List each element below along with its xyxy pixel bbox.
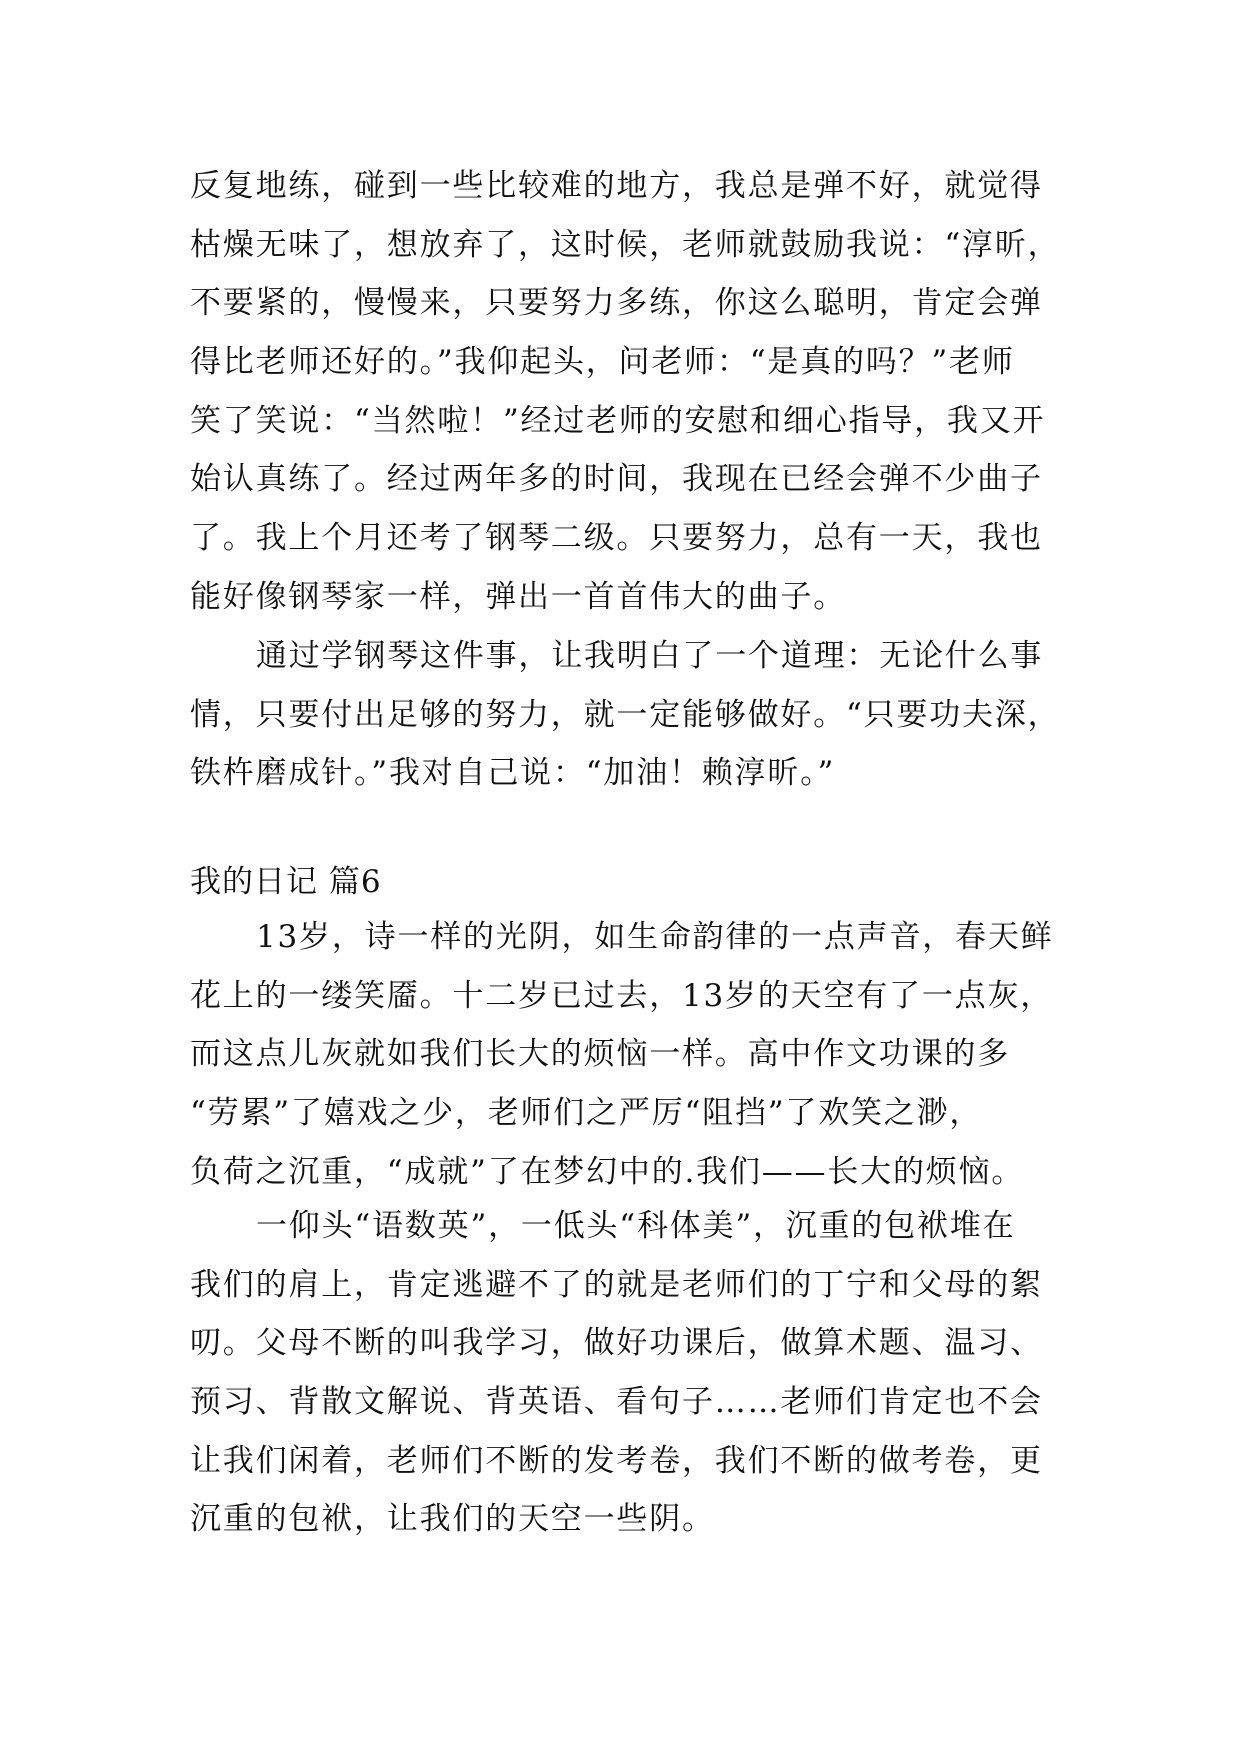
text-line: 反复地练，碰到一些比较难的地方，我总是弹不好，就觉得 [190, 168, 1043, 204]
text-line: 而这点儿灰就如我们长大的烦恼一样。高中作文功课的多 [190, 1036, 1010, 1073]
text-line: 情，只要付出足够的努力，就一定能够做好。“只要功夫深， [190, 696, 1061, 733]
text-line: 通过学钢琴这件事，让我明白了一个道理：无论什么事 [256, 638, 1044, 674]
text-line: 叨。父母不断的叫我学习，做好功课后，做算术题、温习、 [190, 1325, 1043, 1362]
text-line: 能好像钢琴家一样，弹出一首首伟大的曲子。 [190, 578, 846, 615]
text-line: 13岁，诗一样的光阴，如生命韵律的一点声音，春天鲜 [256, 919, 1054, 955]
paragraph-piano-practice [190, 157, 1061, 627]
text-line: 让我们闲着，老师们不断的发考卷，我们不断的做考卷，更 [190, 1442, 1043, 1479]
text-line: 预习、背散文解说、背英语、看句子……老师们肯定也不会 [190, 1384, 1043, 1421]
text-line: 始认真练了。经过两年多的时间，我现在已经会弹不少曲子 [190, 461, 1043, 498]
text-line: 不要紧的，慢慢来，只要努力多练，你这么聪明，肯定会弹 [190, 285, 1043, 322]
text-line: 枯燥无味了，想放弃了，这时候，老师就鼓励我说：“淳昕， [190, 226, 1061, 263]
text-line: 得比老师还好的。”我仰起头，问老师：“是真的吗？”老师 [190, 344, 1015, 381]
paragraph-lesson-learned [190, 627, 1061, 803]
text-line: 我们的肩上，肯定逃避不了的就是老师们的丁宁和父母的絮 [190, 1266, 1043, 1303]
text-line: 花上的一缕笑靥。十二岁已过去，13岁的天空有了一点灰， [190, 977, 1054, 1014]
text-line: 一仰头“语数英”，一低头“科体美”，沉重的包袱堆在 [256, 1208, 1016, 1244]
text-line: 笑了笑说：“当然啦！”经过老师的安慰和细心指导，我又开 [190, 402, 1046, 439]
paragraph-thirteen-years [190, 908, 1052, 1201]
section-heading: 我的日记 篇6 [190, 864, 382, 900]
paragraph-burden [190, 1197, 1052, 1549]
text-line: 负荷之沉重，“成就”了在梦幻中的.我们——长大的烦恼。 [190, 1153, 1025, 1190]
text-line: “劳累”了嬉戏之少，老师们之严厉“阻挡”了欢笑之渺， [190, 1095, 983, 1132]
text-line: 沉重的包袱，让我们的天空一些阴。 [190, 1501, 715, 1538]
text-line: 了。我上个月还考了钢琴二级。只要努力，总有一天，我也 [190, 520, 1043, 557]
text-line: 铁杵磨成针。”我对自己说：“加油！赖淳昕。” [190, 755, 836, 792]
